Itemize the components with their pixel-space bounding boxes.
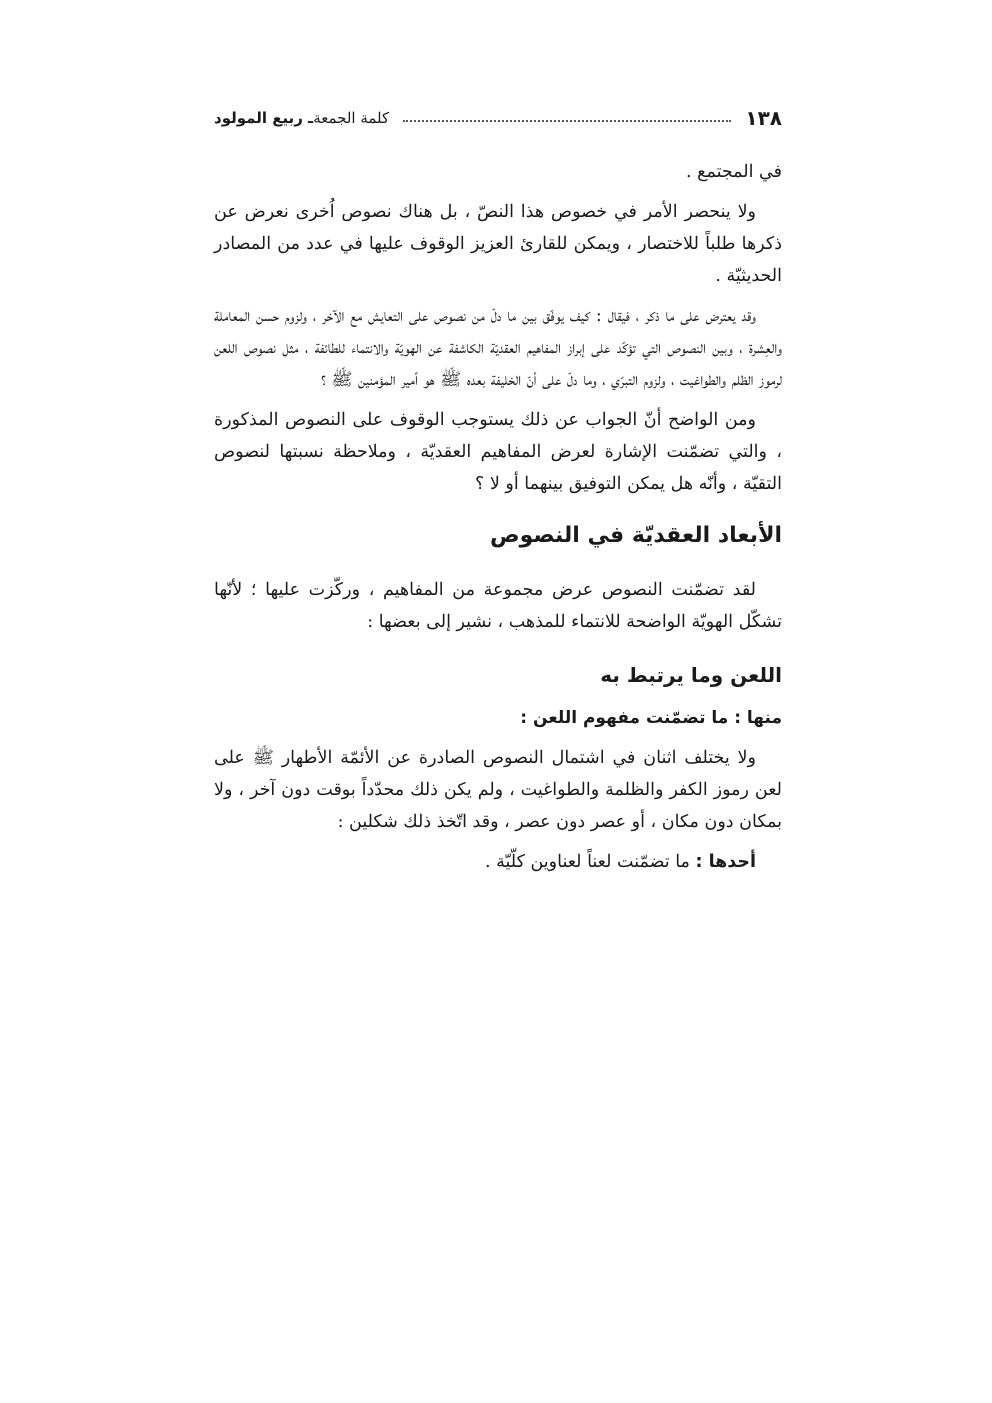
paragraph-7	[214, 846, 782, 878]
header-dotted-rule	[403, 120, 731, 122]
page-header	[214, 103, 782, 133]
paragraph-2: ولا ينحصر الأمر في خصوص هذا النصّ ، بل هناك نصوص اُخرى نعرض عن ذكرها طلباً للاختصار ، ويمكن للقارئ العزيز الوقوف عليها في عدد من المصادر الحديثيّة .	[214, 202, 782, 286]
paragraph-4: ومن الواضح أنّ الجواب عن ذلك يستوجب الوقوف على النصوص المذكورة ، والتي تضمّنت الإشارة لعرض المفاهيم العقديّة ، وملاحظة نسبتها لنصوص التقيّة ، وأنّه هل يمكن التوفيق بينهما أو لا ؟	[214, 410, 782, 494]
section-heading: الأبعاد العقديّة في النصوص	[489, 523, 782, 548]
subsection-heading: اللعن وما يرتبط به	[600, 663, 782, 687]
paragraph-1: في المجتمع .	[686, 162, 782, 182]
running-title	[214, 109, 389, 127]
series-name: كلمة الجمعة	[313, 109, 390, 127]
book-title: ـ ربيع المولود	[214, 109, 314, 127]
paragraph-6: ولا يختلف اثنان في اشتمال النصوص الصادرة عن الأئمّة الأطهار ﷺ على لعن رموز الكفر والظلمة والطواغيت ، ولم يكن ذلك محدّداً بوقت دون آخر ، ولا بمكان دون مكان ، أو عصر دون عصر ، وقد اتّخذ ذلك شكلين :	[214, 748, 782, 832]
sub-subsection-heading: منها : ما تضمّنت مفهوم اللعن :	[520, 708, 782, 728]
page-number: ١٣٨	[745, 106, 782, 130]
page-body	[214, 156, 782, 886]
paragraph-7-lead: أحدها :	[695, 852, 756, 872]
paragraph-5: لقد تضمّنت النصوص عرض مجموعة من المفاهيم ، وركّزت عليها ؛ لأنّها تشكّل الهويّة الواضحة للانتماء للمذهب ، نشير إلى بعضها :	[214, 580, 782, 632]
paragraph-3: وقد يعترض على ما ذكر ، فيقال : كيف يوفّق بين ما دلّ من نصوص على التعايش مع الآخر ، ولزوم حسن المعاملة والعِشرة ، وبين النصوص التي تؤكّد على إبراز المفاهيم العقديّة الكاشفة عن الهويّة والانتماء للطائفة ، مثل نصوص اللعن لرموز الظلم والطواغيت ، ولزوم التبرّي ، وما دلّ على أنّ الخليفة بعده ﷺ هو أمير المؤمنين ﷺ ؟	[214, 306, 782, 390]
paragraph-7-text: ما تضمّنت لعناً لعناوين كلّيّة .	[485, 852, 696, 872]
